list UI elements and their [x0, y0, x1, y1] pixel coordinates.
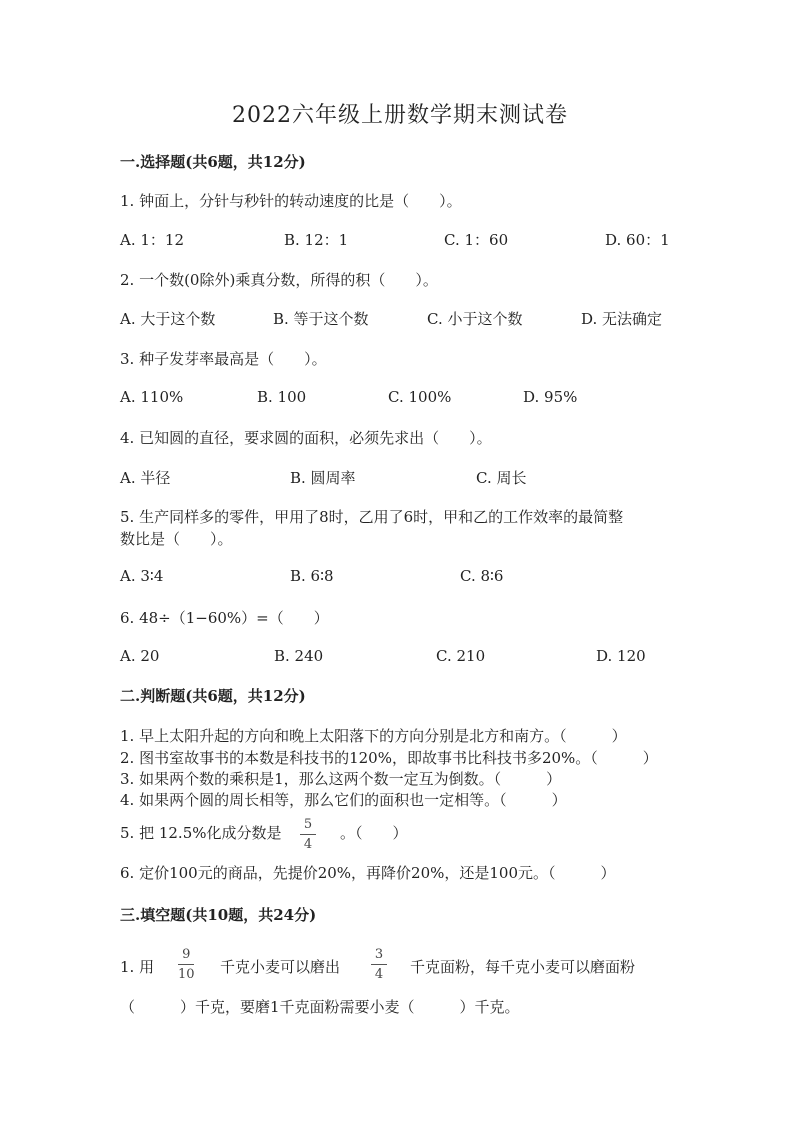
fraction-numerator: 5: [303, 817, 313, 832]
option-a: A. 大于这个数: [120, 310, 216, 328]
option-b: B. 圆周率: [290, 469, 356, 487]
fraction: [300, 817, 316, 852]
question-text: 5. 生产同样多的零件，甲用了8时，乙用了6时，甲和乙的工作效率的最简整: [120, 508, 624, 526]
page-title: 2022六年级上册数学期末测试卷: [232, 103, 568, 128]
section-heading-choice: 一.选择题(共6题，共12分): [120, 153, 306, 171]
fraction-denominator: 4: [303, 837, 313, 852]
judge-item-after: 。（ ）: [340, 824, 408, 842]
option-b: B. 100: [257, 388, 307, 406]
section-heading-judge: 二.判断题(共6题，共12分): [120, 687, 306, 705]
question-text: 6. 48÷（1−60%）=（ ）: [120, 609, 329, 627]
option-c: C. 8∶6: [460, 567, 504, 585]
option-b: B. 等于这个数: [273, 310, 369, 328]
fill-question-suffix: 千克面粉，每千克小麦可以磨面粉: [410, 958, 636, 976]
option-d: D. 120: [596, 647, 646, 665]
option-a: A. 半径: [120, 469, 171, 487]
option-c: C. 210: [436, 647, 486, 665]
fraction-denominator: 4: [374, 967, 384, 982]
judge-item: 3. 如果两个数的乘积是1，那么这两个数一定互为倒数。（ ）: [120, 770, 562, 788]
fraction: [178, 947, 195, 982]
judge-item: 4. 如果两个圆的周长相等，那么它们的面积也一定相等。（ ）: [120, 791, 567, 809]
option-c: C. 小于这个数: [427, 310, 523, 328]
option-b: B. 240: [274, 647, 324, 665]
fill-question-mid: 千克小麦可以磨出: [220, 958, 341, 976]
option-c: C. 周长: [476, 469, 527, 487]
option-a: A. 20: [120, 647, 160, 665]
fraction: [371, 947, 387, 982]
fill-question-prefix: 1. 用: [120, 958, 155, 976]
option-d: D. 60：1: [605, 231, 670, 249]
option-b: B. 6∶8: [290, 567, 334, 585]
fill-question-line2: （ ）千克，要磨1千克面粉需要小麦（ ）千克。: [120, 998, 520, 1016]
option-d: D. 95%: [523, 388, 578, 406]
option-a: A. 3∶4: [120, 567, 164, 585]
judge-item: 6. 定价100元的商品，先提价20%，再降价20%，还是100元。（ ）: [120, 864, 616, 882]
option-a: A. 1：12: [120, 231, 184, 249]
option-a: A. 110%: [120, 388, 184, 406]
judge-item: 1. 早上太阳升起的方向和晚上太阳落下的方向分别是北方和南方。（ ）: [120, 727, 627, 745]
question-text-continued: 数比是（ ）。: [120, 530, 233, 548]
option-d: D. 无法确定: [581, 310, 663, 328]
fraction-bar: [371, 964, 387, 965]
fraction-bar: [300, 834, 316, 835]
fraction-numerator: 3: [374, 947, 384, 962]
question-text: 4. 已知圆的直径，要求圆的面积，必须先求出（ ）。: [120, 429, 492, 447]
judge-item: 2. 图书室故事书的本数是科技书的120%，即故事书比科技书多20%。（ ）: [120, 749, 658, 767]
fraction-numerator: 9: [182, 947, 191, 962]
section-heading-fill: 三.填空题(共10题，共24分): [120, 906, 317, 924]
question-text: 2. 一个数(0除外)乘真分数，所得的积（ ）。: [120, 271, 438, 289]
option-b: B. 12：1: [284, 231, 349, 249]
question-text: 1. 钟面上，分针与秒针的转动速度的比是（ ）。: [120, 192, 462, 210]
option-c: C. 1：60: [444, 231, 509, 249]
judge-item-before: 5. 把 12.5%化成分数是: [120, 824, 282, 842]
question-text: 3. 种子发芽率最高是（ ）。: [120, 350, 327, 368]
fraction-bar: [178, 964, 194, 965]
option-c: C. 100%: [388, 388, 452, 406]
fraction-denominator: 10: [178, 967, 195, 982]
